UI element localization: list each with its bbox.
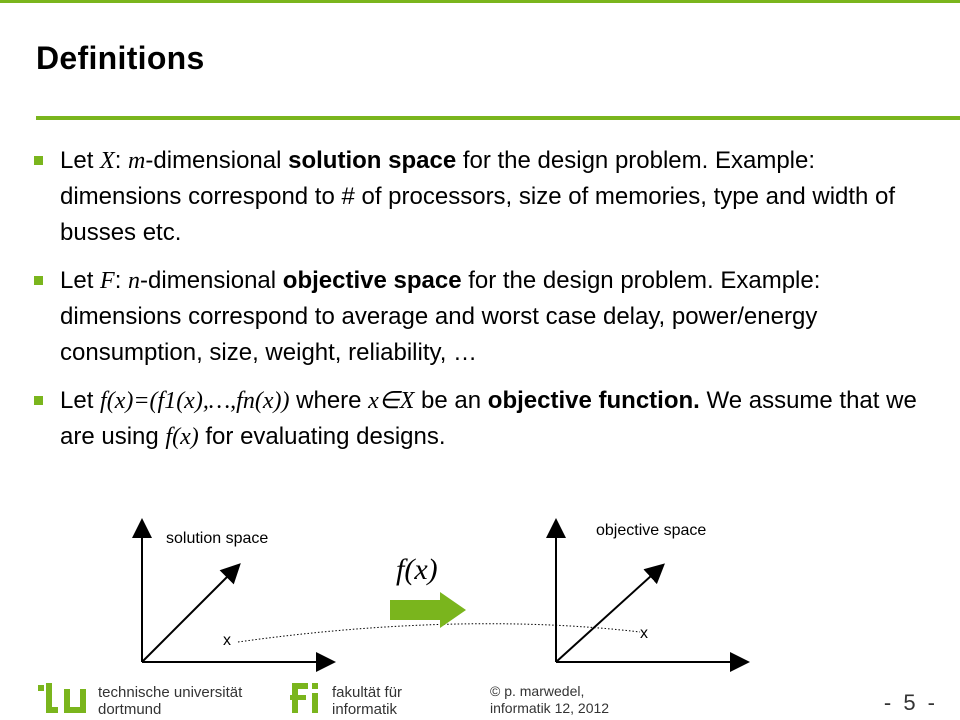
colon: : [114,147,129,174]
author-line1: © p. marwedel, [490,683,585,699]
slide-title: Definitions [36,40,205,76]
term-solution-space: solution space [288,147,457,174]
right-space-label: objective space [596,522,707,539]
bullet-text: be an [414,387,488,414]
var-F: F [100,268,115,294]
faculty-line2: informatik [332,701,398,718]
right-point-label: x [640,625,648,642]
university-name [98,684,242,718]
bullet-text: for evaluating designs. [198,423,446,450]
page-number: - 5 - [883,690,938,715]
dim-n: n [128,268,141,294]
bullet-prefix: Let [60,147,101,174]
author-line2: informatik 12, 2012 [490,700,610,716]
university-line2: dortmund [98,701,162,718]
formula-fx-inline: f(x) [165,424,199,450]
left-space-label: solution space [166,530,269,547]
author-credit [490,683,609,717]
var-X: X [100,148,115,174]
mapping-function-label: f(x) [396,553,438,586]
tu-logo-icon [38,683,92,717]
faculty-name [332,684,402,718]
dim-m: m [128,148,146,174]
university-line1: technische universität [98,684,243,701]
bullet-text: -dimensional [145,147,289,174]
faculty-line1: fakultät für [332,684,403,701]
formula-fx: f(x)=(f1(x),…,fn(x)) [100,388,290,414]
term-objective-space: objective space [282,267,462,294]
bullet-text: for the design problem. Example: dimensions correspond to # of processors, size of memories, type and width of busses etc. [60,147,896,246]
colon: : [114,267,129,294]
term-objective-function: objective function. [487,387,700,414]
mapping-arrow-icon [390,592,466,628]
right-vector [556,566,662,662]
left-point-label: x [223,632,231,649]
bullet-prefix: Let [60,267,101,294]
bullet-text: -dimensional [140,267,283,294]
bullet-prefix: Let [60,387,101,414]
bullet-text: for the design problem. Example: dimensions correspond to average and worst case delay, power/energy consumption, size, weight, reliability, … [60,267,821,366]
condition-x-in-X: x∈X [368,388,415,414]
bullet-text: We assume that we are using [60,387,917,450]
bullet-text: where [289,387,369,414]
fi-logo-icon [290,683,326,717]
